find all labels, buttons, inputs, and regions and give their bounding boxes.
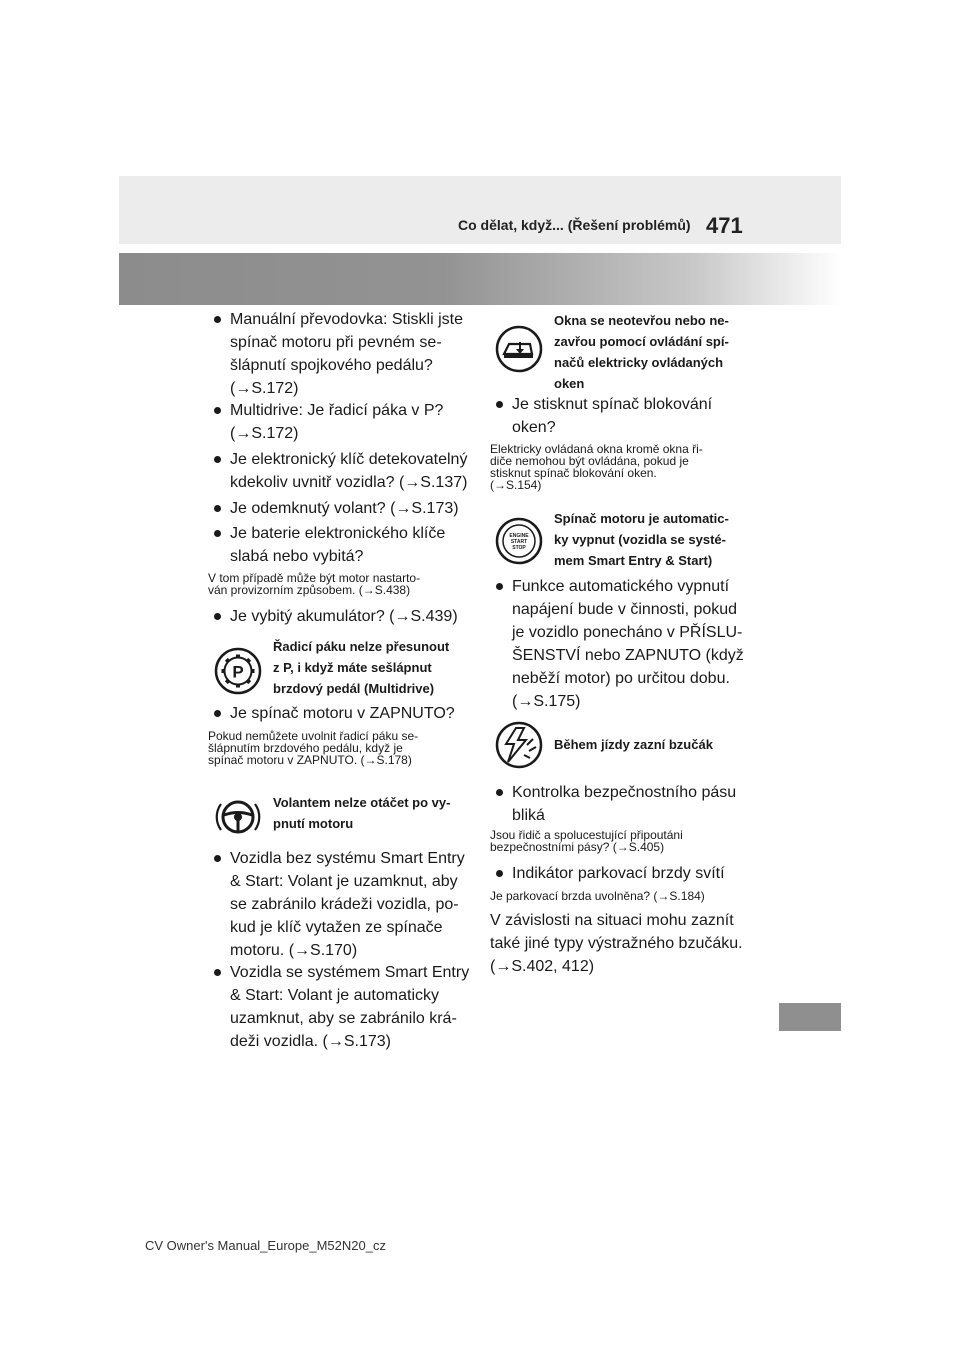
shift-lock-caption: Řadicí páku nelze přesunout z P, i když máte sešlápnut brzdový pedál (Multidrive) xyxy=(273,639,450,696)
bullet-electronic-key: Je elektronický klíč detekovatelný kdekoliv uvnitř vozidla? (→S.137) xyxy=(208,448,492,494)
bullet-steering-unlocked: Je odemknutý volant? (→S.173) xyxy=(208,497,492,520)
steering-lock-caption: Volantem nelze otáčet po vy- pnutí motoru xyxy=(273,795,451,831)
icon-block-power-window xyxy=(494,310,760,390)
bullet-engine-switch-on: Je spínač motoru v ZAPNUTO? xyxy=(208,702,492,725)
svg-text:STOP: STOP xyxy=(512,545,526,551)
bullet-key-battery: Je baterie elektronického klíče slabá nebo vybitá? xyxy=(208,522,492,568)
bullet-no-smart-entry: Vozidla bez systému Smart Entry & Start: Volant je uzamknut, aby se zabránilo krádeži vozidla, po- kud je klíč vytažen ze spínače motoru. (→S.170) xyxy=(208,847,492,962)
engine-start-stop-caption: Spínač motoru je automatic- ky vypnut (vozidla se systé- mem Smart Entry & Start) xyxy=(554,511,729,568)
bullet-battery-discharged: Je vybitý akumulátor? (→S.439) xyxy=(208,605,492,628)
bullet-auto-power-off: Funkce automatického vypnutí napájení bude v činnosti, pokud je vozidlo ponecháno v PŘÍSLU- ŠENSTVÍ nebo ZAPNUTO (když neběží motor) po určitou dobu. (→S.175) xyxy=(490,575,782,713)
buzzer-sound-icon xyxy=(494,720,544,770)
svg-text:START: START xyxy=(510,539,528,545)
paragraph-other-buzzers: V závislosti na situaci mohu zaznít také jiné typy výstražného bzučáku. (→S.402, 412) xyxy=(490,912,743,975)
icon-block-steering-lock xyxy=(213,792,473,852)
note-engine-switch-on: Pokud nemůžete uvolnit řadicí páku se- šlápnutím brzdového pedálu, když je spínač motoru v ZAPNUTO. (→S.178) xyxy=(208,729,419,767)
section-title: Co dělat, když... (Řešení problémů) xyxy=(458,217,691,233)
page-number: 471 xyxy=(706,213,743,238)
bullet-multidrive: Multidrive: Je řadicí páka v P? (→S.172) xyxy=(208,399,492,445)
bullet-seatbelt-light: Kontrolka bezpečnostního pásu bliká xyxy=(490,781,782,827)
bullet-window-lock: Je stisknut spínač blokování oken? xyxy=(490,393,782,439)
bullet-manual-transmission: Manuální převodovka: Stiskli jste spínač motoru při pevném se- šlápnutí spojkového pedálu? (→S.172) xyxy=(208,308,492,400)
power-window-switch-icon xyxy=(494,324,544,374)
buzzer-caption: Během jízdy zazní bzučák xyxy=(554,737,713,752)
icon-block-buzzer xyxy=(494,718,760,774)
note-parking-brake: Je parkovací brzda uvolněna? (→S.184) xyxy=(490,889,705,903)
section-gradient-bar xyxy=(119,253,841,305)
power-window-caption: Okna se neotevřou nebo ne- zavřou pomocí ovládání spí- načů elektricky ovládaných oken xyxy=(554,313,729,391)
icon-block-shift-lock xyxy=(213,636,473,706)
footer-manual-id: CV Owner's Manual_Europe_M52N20_cz xyxy=(145,1238,386,1253)
engine-start-stop-button-icon xyxy=(494,516,544,566)
shift-lock-p-gear-icon xyxy=(213,646,263,696)
note-seatbelt-light: Jsou řidič a spolucestující připoutáni bezpečnostními pásy? (→S.405) xyxy=(490,828,683,854)
bullet-smart-entry: Vozidla se systémem Smart Entry & Start: Volant je automaticky uzamknut, aby se zabránilo krá- deži vozidla. (→S.173) xyxy=(208,961,492,1053)
svg-text:P: P xyxy=(232,662,244,682)
bullet-parking-brake: Indikátor parkovací brzdy svítí xyxy=(490,862,782,885)
svg-text:ENGINE: ENGINE xyxy=(509,533,529,539)
chapter-side-tab xyxy=(779,1003,841,1031)
note-key-battery: V tom případě může být motor nastarto- ván provizorním způsobem. (→S.438) xyxy=(208,571,421,597)
steering-lock-icon xyxy=(213,792,263,842)
note-window-lock: Elektricky ovládaná okna kromě okna ři- diče nemohou být ovládána, pokud je stisknut spínač blokování oken. (→S.154) xyxy=(490,442,703,492)
icon-block-engine-start-stop xyxy=(494,508,760,572)
